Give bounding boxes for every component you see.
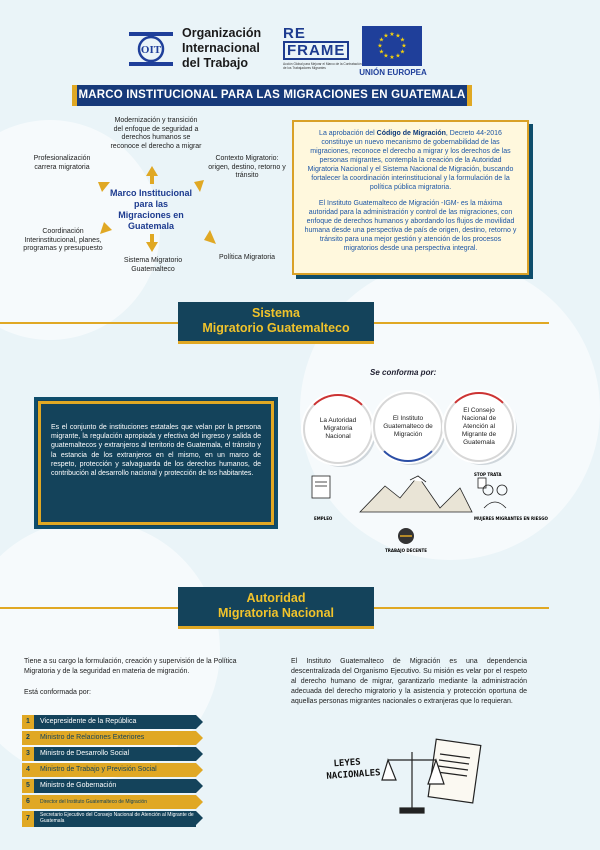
section-divider-left	[0, 322, 178, 324]
member-circle-2-label: El Instituto Guatemalteco de Migración	[383, 415, 433, 438]
autoridad-member-1	[22, 715, 196, 729]
reframe-frame: FRAME	[283, 41, 349, 60]
member-number: 4	[22, 763, 34, 777]
section-title-sistema-line2: Migratorio Guatemalteco	[202, 321, 350, 335]
member-number: 6	[22, 795, 34, 809]
conforma-label: Se conforma por:	[370, 368, 437, 377]
svg-text:★: ★	[383, 52, 389, 60]
member-circle-1-label: La Autoridad Migratoria Nacional	[319, 417, 357, 440]
member-label: Ministro de Trabajo y Previsión Social	[34, 763, 196, 777]
diagram-item-left-top: Profesionalización carrera migratoria	[33, 155, 91, 171]
svg-text:★: ★	[399, 36, 406, 44]
diagram-item-top: Modernización y transición del enfoque de seguridad a derechos humanos se reconoce el derecho a migrar	[110, 117, 202, 150]
member-circle-1	[303, 394, 373, 464]
member-circle-2	[373, 392, 443, 462]
svg-text:★: ★	[395, 32, 401, 40]
leyes-nacionales-label	[325, 755, 381, 783]
member-circle-3-label: El Consejo Nacional de Atención al Migrante de Guatemala	[461, 407, 497, 446]
reframe-subtitle: Acción Global para Mejorar el Marco de la Contratación de los Trabajadores Migrantes	[283, 62, 362, 70]
section-title-autoridad-line1: Autoridad	[246, 591, 306, 605]
svg-text:★: ★	[378, 48, 385, 56]
member-number: 3	[22, 747, 34, 761]
intro-box	[292, 120, 529, 275]
eu-label: UNIÓN EUROPEA	[359, 68, 427, 77]
intro-paragraph-1: La aprobación del Código de Migración, Decreto 44-2016 constituye un nuevo mecanismo de gobernabilidad de las migraciones, reconoce el derecho a migrar y los derechos de las personas migrantes, contempla la creación de la Autoridad Migratoria Nacional y el Sistema Nacional de Migración, buscando fortalecer la coordinación interinstitucional y la formulación de la política pública migratoria.	[307, 130, 514, 191]
section-title-autoridad	[178, 587, 374, 629]
svg-text:★: ★	[377, 42, 383, 50]
member-number: 5	[22, 779, 34, 793]
diagram-item-bottom: Sistema Migratorio Guatemalteco	[123, 257, 183, 273]
autoridad-member-3	[22, 747, 196, 761]
diagram-item-right-bottom: Política Migratoria	[218, 254, 276, 261]
migration-sketch-illustration	[300, 468, 548, 528]
member-label: Director del Instituto Guatemalteco de Migración	[34, 795, 196, 809]
sketch-label-trabajo: TRABAJO DECENTE	[385, 548, 427, 553]
svg-text:★: ★	[378, 36, 385, 44]
arrow-up-icon	[146, 166, 158, 176]
org-name-line2: Internacional	[182, 41, 260, 55]
org-name-line3: del Trabajo	[182, 56, 248, 70]
member-label: Ministro de Gobernación	[34, 779, 196, 793]
arrow-down-left-icon	[100, 222, 112, 234]
diagram-arrows	[90, 160, 220, 260]
arrow-down-icon	[146, 242, 158, 252]
autoridad-member-4	[22, 763, 196, 777]
leyes-line2: NACIONALES	[326, 768, 381, 782]
sketch-label-empleo: EMPLEO	[314, 516, 333, 521]
autoridad-conformada: Está conformada por:	[24, 689, 91, 696]
igm-description: El Instituto Guatemalteco de Migración es una dependencia descentralizada del Organismo Ejecutivo. Su misión es velar por el respeto al derecho humano de migrar, garantizarlo mediante la administración adecuada del derecho migratorio y la asistencia y protección oportuna de aquellas personas migrantes nacionales o extranjeras que lo requieran.	[291, 658, 527, 705]
trabajo-decente-illustration	[386, 526, 426, 554]
org-name-line1: Organización	[182, 26, 262, 40]
svg-text:★: ★	[399, 48, 406, 56]
intro-paragraph-2: El Instituto Guatemalteco de Migración -IGM- es la máxima autoridad para la administración y control de las migraciones, con enfoque de derechos humanos y abordando los flujos de movilidad humana desde una perspectiva de país de origen, destino, retorno y tránsito para una mejor gestión y atención de los procesos migratorios desde una perspectiva integral.	[304, 200, 517, 252]
page-title-banner: MARCO INSTITUCIONAL PARA LAS MIGRACIONES EN GUATEMALA	[72, 85, 472, 106]
eu-flag-icon	[362, 26, 422, 66]
arrow-up-left-icon	[98, 182, 110, 192]
oit-logo	[126, 28, 176, 70]
reframe-re: RE	[283, 25, 306, 42]
autoridad-intro: Tiene a su cargo la formulación, creación y supervisión de la Política Migratoria y de la seguridad en materia de migración.	[24, 658, 237, 675]
scales-of-justice-icon	[382, 738, 492, 818]
member-circle-3	[444, 392, 514, 462]
member-label: Ministro de Relaciones Exteriores	[34, 731, 196, 745]
autoridad-member-6	[22, 795, 196, 809]
member-number: 1	[22, 715, 34, 729]
org-name	[182, 26, 277, 71]
diagram-center: Marco Institucional para las Migraciones en Guatemala	[109, 188, 192, 231]
sistema-definition: Es el conjunto de instituciones estatales que velan por la persona migrante, la regulación apropiada y efectiva del ingreso y salida de guatemaltecos y extranjeros al territorio de Guatemala, el tránsito y la estancia de los extranjeros en el mismo, en un marco de respeto, protección y salvaguarda de los derechos humanos, de contribución al desarrollo nacional y protección de los habitantes.	[51, 424, 261, 478]
member-number: 7	[22, 811, 34, 827]
member-label: Vicepresidente de la República	[34, 715, 196, 729]
arrow-up-right-icon	[194, 180, 204, 192]
svg-text:★: ★	[389, 31, 395, 38]
member-number: 2	[22, 731, 34, 745]
reframe-logo	[283, 25, 362, 70]
autoridad-member-7	[22, 811, 196, 827]
svg-text:★: ★	[383, 32, 389, 40]
codigo-migracion: Código de Migración	[376, 130, 446, 137]
sketch-label-stop-trata: STOP TRATA	[474, 472, 502, 477]
section-divider-right-2	[374, 607, 549, 609]
member-label: Secretario Ejecutivo del Consejo Nacional de Atención al Migrante de Guatemala	[34, 811, 196, 827]
section-title-sistema	[178, 302, 374, 344]
sistema-definition-box	[34, 397, 278, 529]
leyes-line1: LEYES	[333, 757, 362, 770]
diagram-item-left-bottom: Coordinación Interinstitucional, planes, programas y presupuesto	[23, 228, 103, 252]
autoridad-member-2	[22, 731, 196, 745]
member-label: Ministro de Desarrollo Social	[34, 747, 196, 761]
svg-text:★: ★	[395, 52, 401, 60]
svg-text:★: ★	[401, 42, 407, 50]
arrow-down-right-icon	[204, 230, 216, 244]
section-title-sistema-line1: Sistema	[252, 306, 300, 320]
diagram-item-right-top: Contexto Migratorio: origen, destino, retorno y tránsito	[208, 155, 286, 179]
svg-text:★: ★	[389, 54, 395, 61]
sketch-label-mujeres: MUJERES MIGRANTES EN RIESGO	[474, 516, 548, 521]
autoridad-member-5	[22, 779, 196, 793]
oit-logo-text: OIT	[140, 44, 162, 56]
section-divider-left-2	[0, 607, 178, 609]
section-divider-right	[374, 322, 549, 324]
section-title-autoridad-line2: Migratoria Nacional	[218, 606, 334, 620]
